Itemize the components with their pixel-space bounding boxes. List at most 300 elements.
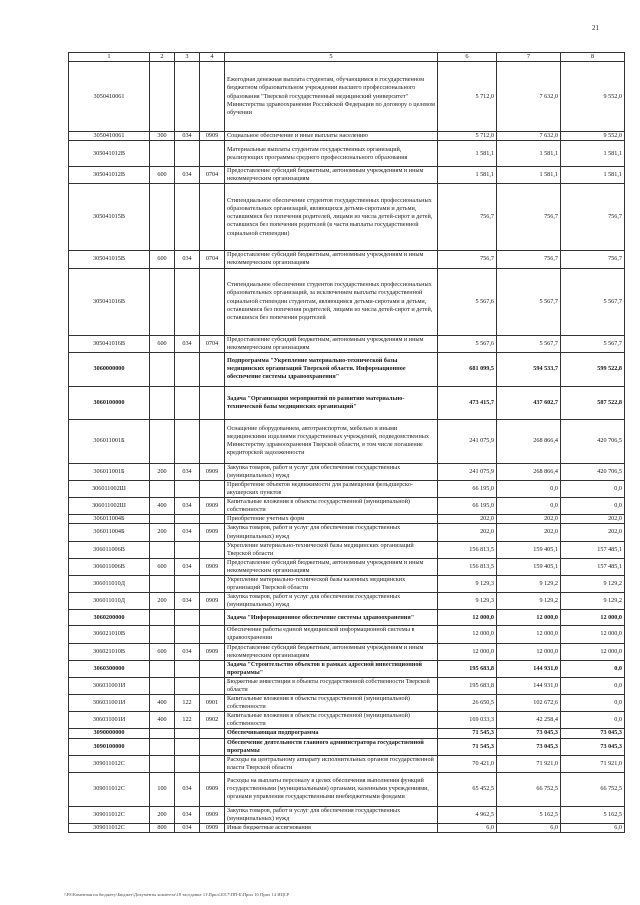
table-row [69,610,625,626]
row-code: 306011010Д [69,575,150,592]
row-value-3: 1 581,1 [561,141,625,167]
row-description: Предоставление субсидий бюджетным, автономным учреждениям и иным некоммерческим организациям [225,335,438,352]
row-code: 305041016В [69,268,150,335]
table-row [69,695,625,712]
row-col2: 600 [150,251,175,268]
row-code: 3090000000 [69,729,150,738]
row-description: Стипендиальное обеспечение студентов государственных профессиональных образовательных организаций, за исключением выплаты государственной социальной стипендии студентам, являющимся детьми-сиротами и детьми, оставшимися без попечения родителей, лицами из числа детей-сирот и детей, оставшихся без попечения родителей [225,268,438,335]
row-col2: 100 [150,772,175,806]
row-value-3: 5 567,7 [561,268,625,335]
row-col2 [150,352,175,386]
row-value-1: 241 075,9 [438,463,497,480]
row-value-1: 202,0 [438,515,497,524]
table-row [69,498,625,515]
row-value-3: 420 706,5 [561,463,625,480]
table-row [69,626,625,643]
row-col3 [175,660,200,677]
table-row [69,515,625,524]
row-value-3: 6,0 [561,824,625,833]
row-value-3: 599 522,8 [561,352,625,386]
row-description: Предоставление субсидий бюджетным, автономным учреждениям и иным некоммерческим организациям [225,251,438,268]
table-row [69,772,625,806]
row-description: Материальные выплаты студентам государственных организаций, реализующих программы среднего профессионального образования [225,141,438,167]
row-col4 [200,515,225,524]
row-value-3: 5 162,5 [561,806,625,823]
row-description: Закупка товаров, работ и услуг для обеспечения государственных (муниципальных) нужд [225,593,438,610]
row-description: Предоставление субсидий бюджетным, автономным учреждениям и иным некоммерческим организациям [225,558,438,575]
row-value-2: 437 602,7 [497,386,561,419]
table-row [69,755,625,772]
table-row [69,593,625,610]
table-row [69,480,625,497]
table-row [69,132,625,141]
row-value-1: 202,0 [438,524,497,541]
table-row [69,660,625,677]
row-value-1: 169 033,3 [438,712,497,729]
row-value-2: 12 000,0 [497,643,561,660]
row-col4 [200,419,225,463]
table-row [69,251,625,268]
page-number: 21 [592,24,599,32]
row-description: Закупка товаров, работ и услуг для обеспечения государственных (муниципальных) нужд [225,524,438,541]
table-row [69,167,625,184]
table-row [69,524,625,541]
row-value-2: 7 632,0 [497,132,561,141]
row-description: Задача "Информационное обеспечение системы здравоохранения" [225,610,438,626]
row-code: 306031001И [69,677,150,694]
row-col4 [200,386,225,419]
row-col3: 034 [175,251,200,268]
row-value-1: 12 000,0 [438,610,497,626]
row-value-2: 594 533,7 [497,352,561,386]
row-value-3: 0,0 [561,677,625,694]
row-code: 305041016В [69,335,150,352]
row-value-3: 157 485,1 [561,541,625,558]
row-value-2: 268 866,4 [497,463,561,480]
budget-table [68,52,625,833]
row-value-1: 756,7 [438,251,497,268]
row-col4: 0909 [200,824,225,833]
row-col2: 400 [150,695,175,712]
row-col4: 0704 [200,251,225,268]
row-col3: 034 [175,593,200,610]
row-col2 [150,515,175,524]
row-col3: 034 [175,524,200,541]
row-col2 [150,386,175,419]
row-value-3: 0,0 [561,480,625,497]
row-code: 3090100000 [69,738,150,755]
row-value-1: 5 712,0 [438,62,497,132]
row-value-3: 5 567,7 [561,335,625,352]
row-col4 [200,660,225,677]
row-col3 [175,755,200,772]
row-code: 306011006В [69,558,150,575]
row-col3: 034 [175,498,200,515]
row-value-1: 756,7 [438,184,497,251]
row-col3 [175,386,200,419]
row-code: 306021010В [69,643,150,660]
row-col3 [175,729,200,738]
row-col2: 600 [150,643,175,660]
row-code: 306031001И [69,712,150,729]
row-value-1: 6,0 [438,824,497,833]
row-col3 [175,480,200,497]
footer-file-path: \\FS\Каменная на бюджету\Бюджет\Документы комитета\18 заседание 11\Прил\2017\ПП-Б\Прил 10 Прил 14 ИЦСР [64,892,290,897]
row-code: 309011012С [69,806,150,823]
table-row [69,335,625,352]
table-row [69,352,625,386]
row-code: 305041015В [69,184,150,251]
row-description: Иные бюджетные ассигнования [225,824,438,833]
table-row [69,62,625,132]
row-col3 [175,626,200,643]
row-description: Приобретение учетных форм [225,515,438,524]
row-col2 [150,141,175,167]
row-value-1: 9 129,3 [438,593,497,610]
row-col4: 0902 [200,712,225,729]
row-col2 [150,610,175,626]
row-value-3: 9 129,2 [561,575,625,592]
row-col4: 0909 [200,643,225,660]
row-col4 [200,352,225,386]
row-code: 309011012С [69,772,150,806]
row-value-3: 0,0 [561,695,625,712]
row-description: Социальное обеспечение и иные выплаты населению [225,132,438,141]
row-col3: 034 [175,806,200,823]
row-col3 [175,575,200,592]
row-code: 309011012С [69,824,150,833]
row-description: Подпрограмма "Укрепление материально-технической базы медицинских организаций Тверской области. Информационное обеспечение системы здравоохранения" [225,352,438,386]
row-description: Стипендиальное обеспечение студентов государственных профессиональных образовательных организаций, являющихся детьми-сиротами и детьми, оставшимися без попечения родителей, лицами из числа детей-сирот и детей, оставшихся без попечения родителей (в части выплаты государственной социальной стипендии) [225,184,438,251]
table-row [69,463,625,480]
row-description: Предоставление субсидий бюджетным, автономным учреждениям и иным некоммерческим организациям [225,167,438,184]
row-description: Ежегодная денежная выплата студентам, обучающимся в государственном бюджетном образовательном учреждении высшего профессионального образования "Тверской государственный медицинский университет" Министерства здравоохранения Российской Федерации по договору о целевом обучении [225,62,438,132]
table-row [69,558,625,575]
row-col3 [175,62,200,132]
row-code: 306031001И [69,695,150,712]
row-value-3: 0,0 [561,660,625,677]
row-col2 [150,541,175,558]
row-value-1: 156 813,5 [438,558,497,575]
row-value-2: 144 931,0 [497,660,561,677]
row-code: 309011012С [69,755,150,772]
row-col2: 600 [150,558,175,575]
row-col2 [150,729,175,738]
row-col4: 0909 [200,806,225,823]
row-description: Приобретение объектов недвижимости для размещения фельдшерско-акушерских пунктов [225,480,438,497]
row-col4 [200,755,225,772]
row-col2 [150,738,175,755]
row-col2 [150,660,175,677]
row-value-1: 71 545,3 [438,729,497,738]
row-col3: 034 [175,824,200,833]
table-row [69,712,625,729]
row-col2: 200 [150,593,175,610]
table-row [69,419,625,463]
table-header-row [69,53,625,62]
row-code: 305041015В [69,251,150,268]
row-description: Капитальные вложения в объекты государственной (муниципальной) собственности [225,695,438,712]
row-col2 [150,755,175,772]
row-col4: 0901 [200,695,225,712]
table-row [69,738,625,755]
row-code: 306011004Б [69,524,150,541]
row-col4 [200,610,225,626]
row-value-2: 73 045,3 [497,738,561,755]
row-description: Закупка товаров, работ и услуг для обеспечения государственных (муниципальных) нужд [225,806,438,823]
row-col4 [200,677,225,694]
row-col4 [200,541,225,558]
row-value-3: 12 000,0 [561,610,625,626]
header-cell: 2 [150,53,175,62]
row-col4: 0909 [200,498,225,515]
row-col3: 034 [175,463,200,480]
row-code: 306011004Б [69,515,150,524]
row-col2 [150,677,175,694]
row-col3: 034 [175,643,200,660]
row-col2: 200 [150,463,175,480]
row-col2 [150,184,175,251]
row-value-1: 1 581,1 [438,167,497,184]
row-description: Предоставление субсидий бюджетным, автономным учреждениям и иным некоммерческим организациям [225,643,438,660]
row-code: 306021010В [69,626,150,643]
row-value-2: 7 632,0 [497,62,561,132]
row-value-1: 12 000,0 [438,626,497,643]
row-value-2: 71 921,0 [497,755,561,772]
row-code: 306011002Ш [69,498,150,515]
row-col2: 800 [150,824,175,833]
row-col4 [200,141,225,167]
row-value-3: 202,0 [561,524,625,541]
row-value-1: 241 075,9 [438,419,497,463]
row-value-2: 42 258,4 [497,712,561,729]
row-value-3: 9 552,0 [561,62,625,132]
row-value-3: 756,7 [561,251,625,268]
row-col2 [150,268,175,335]
row-value-3: 1 581,1 [561,167,625,184]
row-col3: 034 [175,132,200,141]
row-description: Задача "Организация мероприятий по развитию материально-технической базы медицинских организаций" [225,386,438,419]
row-description: Укрепление материально-технической базы казенных медицинских организаций Тверской области [225,575,438,592]
row-value-2: 0,0 [497,480,561,497]
row-value-3: 9 552,0 [561,132,625,141]
row-col3 [175,610,200,626]
table-row [69,643,625,660]
header-cell: 4 [200,53,225,62]
row-value-2: 0,0 [497,498,561,515]
row-value-2: 102 672,6 [497,695,561,712]
row-col3: 122 [175,695,200,712]
row-col2: 400 [150,712,175,729]
row-value-2: 756,7 [497,251,561,268]
row-value-3: 71 921,0 [561,755,625,772]
row-col4 [200,184,225,251]
row-description: Оснащение оборудованием, автотранспортом, мебелью и иными медицинскими изделиями государственных учреждений, подведомственных Министерству здравоохранения Тверской области, в том числе погашение кредиторской задолженности [225,419,438,463]
row-value-3: 12 000,0 [561,626,625,643]
row-value-1: 71 545,3 [438,738,497,755]
row-value-1: 70 421,0 [438,755,497,772]
header-cell: 3 [175,53,200,62]
row-value-3: 420 706,5 [561,419,625,463]
row-col4: 0909 [200,558,225,575]
table-row [69,729,625,738]
row-col4 [200,480,225,497]
row-col3 [175,184,200,251]
row-col3: 034 [175,335,200,352]
row-value-2: 144 931,0 [497,677,561,694]
row-value-2: 5 162,5 [497,806,561,823]
row-description: Капитальные вложения в объекты государственной (муниципальной) собственности [225,712,438,729]
row-col2: 300 [150,132,175,141]
row-col3 [175,352,200,386]
row-col4: 0704 [200,335,225,352]
row-code: 3060100000 [69,386,150,419]
row-value-2: 756,7 [497,184,561,251]
row-value-1: 681 099,5 [438,352,497,386]
row-value-2: 9 129,2 [497,575,561,592]
row-value-1: 1 581,1 [438,141,497,167]
row-value-3: 0,0 [561,712,625,729]
row-col4 [200,626,225,643]
row-value-2: 202,0 [497,524,561,541]
row-col2 [150,62,175,132]
row-col3: 034 [175,772,200,806]
row-col4 [200,268,225,335]
row-code: 305041012В [69,167,150,184]
row-col2: 400 [150,498,175,515]
row-col4: 0909 [200,463,225,480]
table-row [69,806,625,823]
row-value-1: 26 650,5 [438,695,497,712]
row-description: Обеспечение деятельности главного администратора государственной программы [225,738,438,755]
row-value-3: 0,0 [561,498,625,515]
row-code: 3060200000 [69,610,150,626]
row-description: Расходы на выплаты персоналу в целях обеспечения выполнения функций государственными (муниципальными) органами, казенными учреждениями, органами управления государственными внебюджетными фондами [225,772,438,806]
row-col4 [200,575,225,592]
row-description: Задача "Строительство объектов в рамках адресной инвестиционной программы" [225,660,438,677]
row-value-2: 5 567,7 [497,335,561,352]
row-value-2: 1 581,1 [497,141,561,167]
row-col2 [150,626,175,643]
row-value-1: 5 712,0 [438,132,497,141]
header-cell: 8 [561,53,625,62]
header-cell: 1 [69,53,150,62]
row-value-1: 195 683,8 [438,677,497,694]
row-col3 [175,268,200,335]
table-row [69,141,625,167]
row-description: Бюджетные инвестиции в объекты государственной собственности Тверской области [225,677,438,694]
row-col2 [150,419,175,463]
row-value-1: 4 962,5 [438,806,497,823]
row-col3: 034 [175,558,200,575]
row-description: Укрепление материально-технической базы медицинских организаций Тверской области [225,541,438,558]
row-code: 305041012В [69,141,150,167]
row-col2: 600 [150,167,175,184]
row-value-1: 12 000,0 [438,643,497,660]
row-value-1: 5 567,6 [438,268,497,335]
row-value-3: 66 752,5 [561,772,625,806]
row-col4: 0909 [200,524,225,541]
row-code: 306011006В [69,541,150,558]
row-code: 3060000000 [69,352,150,386]
row-col3 [175,419,200,463]
row-code: 306011002Ш [69,480,150,497]
row-col4 [200,62,225,132]
row-value-2: 66 752,5 [497,772,561,806]
row-code: 306011010Д [69,593,150,610]
row-value-3: 73 045,3 [561,729,625,738]
row-col3 [175,677,200,694]
row-description: Закупка товаров, работ и услуг для обеспечения государственных (муниципальных) нужд [225,463,438,480]
row-col3 [175,738,200,755]
row-code: 3050410061 [69,62,150,132]
row-code: 306011001Б [69,463,150,480]
row-value-3: 587 522,8 [561,386,625,419]
table-row [69,541,625,558]
table-row [69,824,625,833]
row-value-2: 6,0 [497,824,561,833]
row-value-3: 12 000,0 [561,643,625,660]
row-value-3: 9 129,2 [561,593,625,610]
row-col2 [150,480,175,497]
row-value-1: 473 415,7 [438,386,497,419]
row-col2 [150,575,175,592]
row-value-3: 756,7 [561,184,625,251]
row-col4: 0909 [200,132,225,141]
row-value-1: 156 813,5 [438,541,497,558]
row-value-2: 268 866,4 [497,419,561,463]
row-value-1: 195 683,8 [438,660,497,677]
row-col4 [200,729,225,738]
row-value-2: 12 000,0 [497,610,561,626]
table-row [69,386,625,419]
row-value-2: 1 581,1 [497,167,561,184]
row-value-2: 159 405,1 [497,541,561,558]
table-row [69,184,625,251]
row-value-1: 65 452,5 [438,772,497,806]
row-value-2: 12 000,0 [497,626,561,643]
row-value-1: 66 195,0 [438,480,497,497]
row-col2: 200 [150,524,175,541]
row-col4: 0909 [200,772,225,806]
row-col3: 122 [175,712,200,729]
row-col2: 200 [150,806,175,823]
row-value-2: 159 405,1 [497,558,561,575]
table-row [69,268,625,335]
row-value-2: 202,0 [497,515,561,524]
row-code: 3060300000 [69,660,150,677]
row-value-2: 9 129,2 [497,593,561,610]
row-value-1: 9 129,3 [438,575,497,592]
row-value-3: 157 485,1 [561,558,625,575]
row-value-1: 5 567,6 [438,335,497,352]
row-code: 306011001Б [69,419,150,463]
row-description: Обеспечение работы единой медицинской информационной системы в здравоохранении [225,626,438,643]
row-value-3: 73 045,3 [561,738,625,755]
row-value-1: 66 195,0 [438,498,497,515]
row-description: Обеспечивающая подпрограмма [225,729,438,738]
row-col3 [175,515,200,524]
header-cell: 7 [497,53,561,62]
table-row [69,677,625,694]
row-description: Капитальные вложения в объекты государственной (муниципальной) собственности [225,498,438,515]
row-value-2: 5 567,7 [497,268,561,335]
row-col4 [200,738,225,755]
row-col4: 0704 [200,167,225,184]
row-col2: 600 [150,335,175,352]
row-col3 [175,541,200,558]
row-value-3: 202,0 [561,515,625,524]
